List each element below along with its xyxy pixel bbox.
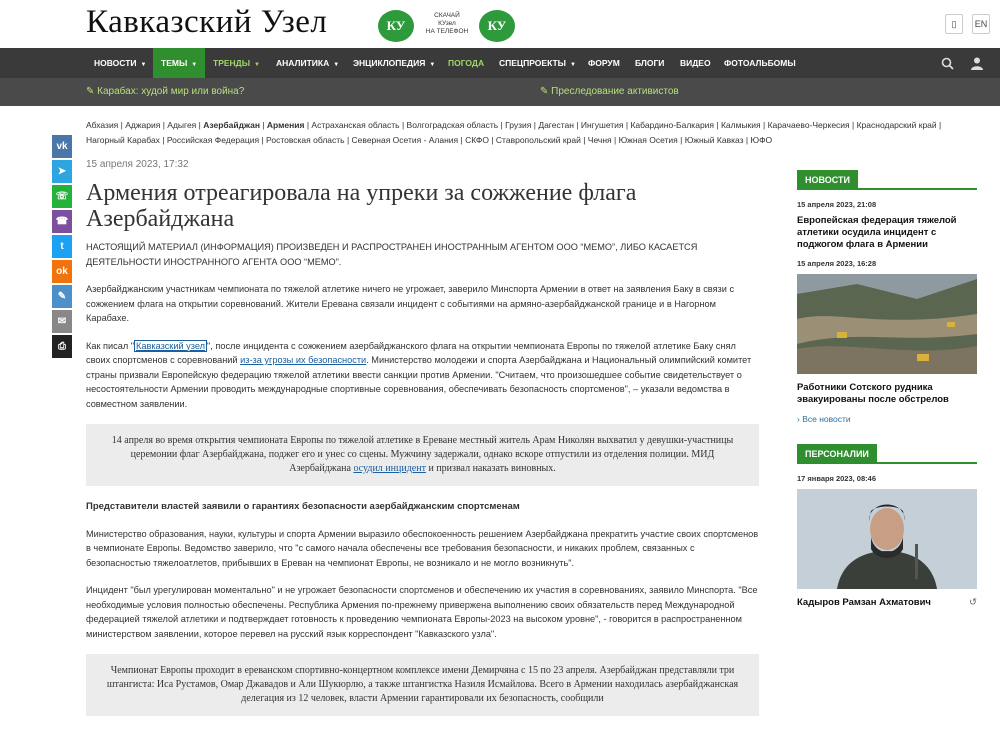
article-paragraph: Как писал " Кавказский узел ", после инцидента с сожжением азербайджанского флага на открытии чемпионата Европы по тяжелой атлетике Баку снял своих спортсменов с соревнований из-за угрозы их безопасности. Министерство молодежи и спорта Азербайджана и Национальный олимпийский комитет страны призвали Европейскую федерацию тяжелой атлетики ввести санкции против Армении. "Считаем, что произошедшее событие свидетельствует о несостоятельности Армении проводить международные спортивные соревнования, обеспечивать безопасность спортсменов", – указали ведомства в совместном заявлении. <box>86 340 752 409</box>
tag-icon: ✎ <box>540 86 552 97</box>
condemned-link[interactable]: осудил инцидент <box>353 463 426 474</box>
user-icon[interactable] <box>962 48 992 78</box>
threat-link[interactable]: из-за угрозы их безопасности <box>240 355 367 365</box>
region-tag[interactable]: Аджария <box>125 120 161 130</box>
article-quote: Чемпионат Европы проходит в ереванском спортивно-концертном комплексе имени Демирчяна с 15 по 23 апреля. Азербайджан представляли три штангиста: Иса Рустамов, Омар Джавадов и Али Шукюрлю, а также штангистка Назиля Исмайлова. Всего в Армении находилась азербайджанская делегация из 12 человек, власти Армении гарантировали их безопасность, сообщили <box>86 654 759 716</box>
nav-trends[interactable]: ТРЕНДЫ ▼ <box>213 58 260 68</box>
article-quote: 14 апреля во время открытия чемпионата Европы по тяжелой атлетике в Ереване местный житель Арам Николян выхватил у девушки-участницы церемонии флаг Азербайджана, поджег его и унес со сцены. Мужчину задержали, однако вскоре отпустили из отделения полиции. МИД Азербайджана осудил инцидент и призвал наказать виновных. <box>86 424 759 486</box>
region-tag[interactable]: Азербайджан <box>203 120 260 130</box>
persons-block-header: ПЕРСОНАЛИИ <box>797 444 977 464</box>
trend-link-karabakh[interactable]: ✎ Карабах: худой мир или война? <box>86 86 245 97</box>
region-tag[interactable]: Калмыкия <box>720 120 761 130</box>
nav-forum[interactable]: ФОРУМ <box>588 58 620 68</box>
search-icon[interactable] <box>932 48 962 78</box>
foreign-agent-notice: НАСТОЯЩИЙ МАТЕРИАЛ (ИНФОРМАЦИЯ) ПРОИЗВЕДЕН И РАСПРОСТРАНЕН ИНОСТРАННЫМ АГЕНТОМ ООО “МЕМО”, ЛИБО КАСАЕТСЯ ДЕЯТЕЛЬНОСТИ ИНОСТРАННОГО АГЕНТА ООО “МЕМО”. <box>86 242 698 267</box>
android-app-badge[interactable]: КУ <box>378 10 414 42</box>
region-tag[interactable]: Северная Осетия - Алания <box>351 135 459 145</box>
mobile-version-icon[interactable]: ▯ <box>945 14 963 34</box>
region-tag[interactable]: СКФО <box>465 135 489 145</box>
nav-topics[interactable]: ТЕМЫ ▼ <box>153 48 205 78</box>
article-subheading: Представители властей заявили о гарантиях безопасности азербайджанским спортсменам <box>86 501 520 512</box>
viber-share-icon[interactable]: ☎ <box>52 210 72 233</box>
person-photo[interactable] <box>797 489 977 589</box>
article-date: 15 апреля 2023, 17:32 <box>86 159 189 170</box>
tag-icon: ✎ <box>86 86 98 97</box>
kavuzel-link[interactable]: Кавказский узел <box>136 340 206 351</box>
article-paragraph: Инцидент "был урегулирован моментально" и не угрожает безопасности спортсменов и обеспечению их участия в соревнованиях, заявило Минспорта. "Все необходимые условия полностью обеспечены. Республика Армения по-прежнему привержена выполнению своих обязательств перед Международной федерацией тяжелой атлетики и подтверждает готовность к проведению чемпионата Европы-2023 на высоком уровне", - говорится в распространенном министерством заявлении, которое перевел на русский язык корреспондент "Кавказского узла". <box>86 585 758 639</box>
share-bar <box>52 135 72 360</box>
news-item[interactable]: 15 апреля 2023, 16:28 Работники Сотского рудника эвакуированы после обстрелов <box>797 259 977 406</box>
trend-link-activists[interactable]: ✎ Преследование активистов <box>540 86 679 97</box>
region-tag[interactable]: Волгоградская область <box>406 120 499 130</box>
telegram-share-icon[interactable]: ➤ <box>52 160 72 183</box>
region-tag[interactable]: Абхазия <box>86 120 119 130</box>
nav-blogs[interactable]: БЛОГИ <box>635 58 665 68</box>
trend-bar <box>0 78 1000 106</box>
news-block-header: НОВОСТИ <box>797 170 977 190</box>
all-news-link[interactable]: › Все новости <box>797 414 851 424</box>
person-item[interactable]: 17 января 2023, 08:46 Кадыров Рамзан Ахматович ↺ <box>797 474 977 608</box>
nav-video[interactable]: ВИДЕО <box>680 58 711 68</box>
app-promo-text[interactable]: СКАЧАЙ КУзел НА ТЕЛЕФОН <box>425 12 469 35</box>
region-tag[interactable]: Астраханская область <box>311 120 400 130</box>
mine-photo[interactable] <box>797 274 977 374</box>
lang-switch[interactable]: EN <box>972 14 990 34</box>
chevron-right-icon: › <box>797 414 803 424</box>
region-tag[interactable]: Дагестан <box>538 120 574 130</box>
news-item[interactable]: 15 апреля 2023, 21:08 Европейская федерация тяжелой атлетики осудила инцидент с поджогом флага в Армении <box>797 200 957 250</box>
sidebar <box>797 170 977 617</box>
region-tag[interactable]: Грузия <box>505 120 532 130</box>
twitter-share-icon[interactable]: t <box>52 235 72 258</box>
vk-share-icon[interactable]: vk <box>52 135 72 158</box>
nav-encyclopedia[interactable]: ЭНЦИКЛОПЕДИЯ ▼ <box>353 58 436 68</box>
email-share-icon[interactable]: ✉ <box>52 310 72 333</box>
region-tag[interactable]: Кабардино-Балкария <box>630 120 715 130</box>
article-title: Армения отреагировала на упреки за сожжение флага Азербайджана <box>86 180 637 232</box>
region-tag[interactable]: Ставропольский край <box>495 135 581 145</box>
region-tag[interactable]: Южный Кавказ <box>684 135 744 145</box>
article-lead: Азербайджанским участникам чемпионата по тяжелой атлетике ничего не угрожает, заверило Минспорта Армении в ответ на заявления Баку в связи с сожжением флага на открытии соревнований. Жители Еревана связали инцидент с событиями на армяно-азербайджанской границе и в Нагорном Карабахе. <box>86 284 735 323</box>
region-tag[interactable]: Армения <box>266 120 305 130</box>
region-tag[interactable]: Нагорный Карабах <box>86 135 160 145</box>
reply-icon[interactable]: ↺ <box>969 597 977 608</box>
region-tag[interactable]: Ростовская область <box>266 135 345 145</box>
article-body <box>86 240 759 730</box>
region-tag[interactable]: Южная Осетия <box>618 135 678 145</box>
nav-specprojects[interactable]: СПЕЦПРОЕКТЫ ▼ <box>499 58 576 68</box>
site-header <box>0 0 1000 48</box>
region-tag[interactable]: Российская Федерация <box>166 135 260 145</box>
livejournal-share-icon[interactable]: ✎ <box>52 285 72 308</box>
region-tag[interactable]: Краснодарский край <box>856 120 937 130</box>
region-tag[interactable]: ЮФО <box>750 135 773 145</box>
nav-analytics[interactable]: АНАЛИТИКА ▼ <box>276 58 340 68</box>
article-paragraph: Министерство образования, науки, культуры и спорта Армении выразило обеспокоенность решением Азербайджана прекратить участие своих спортсменов в чемпионате Европы. Ведомство заверило, что "с самого начала обеспечены все требования безопасности, и никаких проблем, связанных с безопасностью тяжелоатлетов, прибывших в Ереван на чемпионат Европы, не возникало и не могло возникнуть". <box>86 528 759 568</box>
ok-share-icon[interactable]: ok <box>52 260 72 283</box>
nav-weather[interactable]: ПОГОДА <box>448 58 485 68</box>
whatsapp-share-icon[interactable]: ☏ <box>52 185 72 208</box>
region-tag[interactable]: Адыгея <box>167 120 197 130</box>
nav-news[interactable]: НОВОСТИ ▼ <box>94 58 147 68</box>
main-nav <box>0 48 1000 78</box>
print-icon[interactable]: ⎙ <box>52 335 72 358</box>
region-tags: Абхазия | Аджария | Адыгея | Азербайджан | Армения | Астраханская область | Волгоградская область | Грузия | Дагестан | Ингушетия | Кабардино-Балкария | Калмыкия | Карачаево-Черкесия | Краснодарский край | Нагорный Карабах | Российская Федерация | Ростовская область | Северная Осетия - Алания | СКФО | Ставропольский край | Чечня | Южная Осетия | Южный Кавказ | ЮФО <box>86 120 942 145</box>
region-tag[interactable]: Ингушетия <box>580 120 624 130</box>
site-logo[interactable]: Кавказский Узел <box>86 4 328 40</box>
nav-photoalbums[interactable]: ФОТОАЛЬБОМЫ <box>724 58 796 68</box>
region-tag[interactable]: Карачаево-Черкесия <box>767 120 850 130</box>
region-tag[interactable]: Чечня <box>587 135 612 145</box>
ios-app-badge[interactable]: КУ <box>479 10 515 42</box>
